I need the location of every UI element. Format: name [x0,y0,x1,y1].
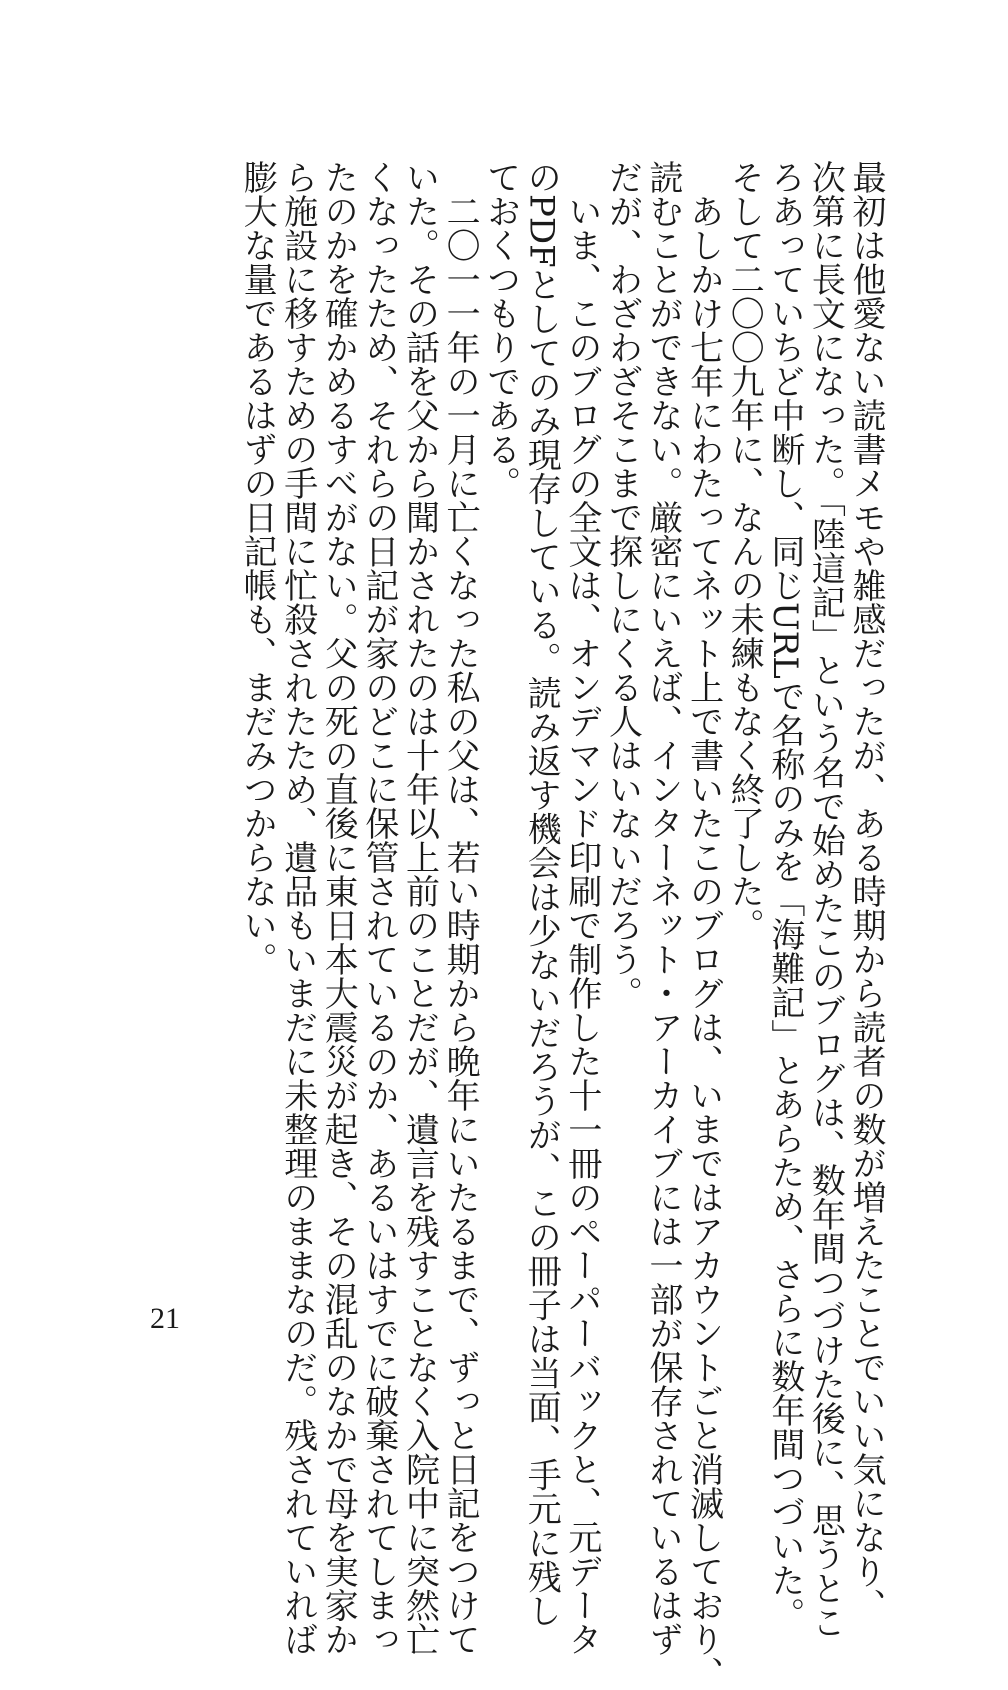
page-number: 21 [150,1302,180,1335]
paragraph-3: いま、このブログの全文は、オンデマンド印刷で制作した十一冊のペーパーバックと、元データ のPDFとしてのみ現存している。読み返す機会は少ないだろうが、この冊子は当面、手元に残し ておくつもりである。 [480,160,602,1656]
vertical-body-text [237,160,887,1690]
paragraph-4: 二〇一一年の一月に亡くなった私の父は、若い時期から晩年にいたるまで、ずっと日記をつけて いた。その話を父から聞かされたのは十年以上前のことだが、遺言を残すことなく入院中に突然亡 くなったため、それらの日記が家のどこに保管されているのか、あるいはすでに破棄されてしまっ たのかを確かめるすべがない。父の死の直後に東日本大震災が起き、その混乱のなかで母を実家か ら施設に移すための手間に忙殺されたため、遺品もいまだに未整理のままなのだ。残されていれば 膨大な量であるはずの日記帳も、まだみつからない。 [237,160,481,1656]
paragraph-1: 最初は他愛ない読書メモや雑感だったが、ある時期から読者の数が増えたことでいい気になり、 次第に長文になった。「陸這記」という名で始めたこのブログは、数年間つづけた後に、思うとこ ろあっていちど中断し、同じURLで名称のみを「海難記」とあらため、さらに数年間つづいた。 そして二〇〇九年に、なんの未練もなく終了した。 [724,160,886,1639]
paragraph-2: あしかけ七年にわたってネット上で書いたこのブログは、いまではアカウントごと消滅しており、 読むことができない。厳密にいえば、インターネット・アーカイブには一部が保存されているはず だが、わざわざそこまで探しにくる人はいないだろう。 [602,160,724,1690]
